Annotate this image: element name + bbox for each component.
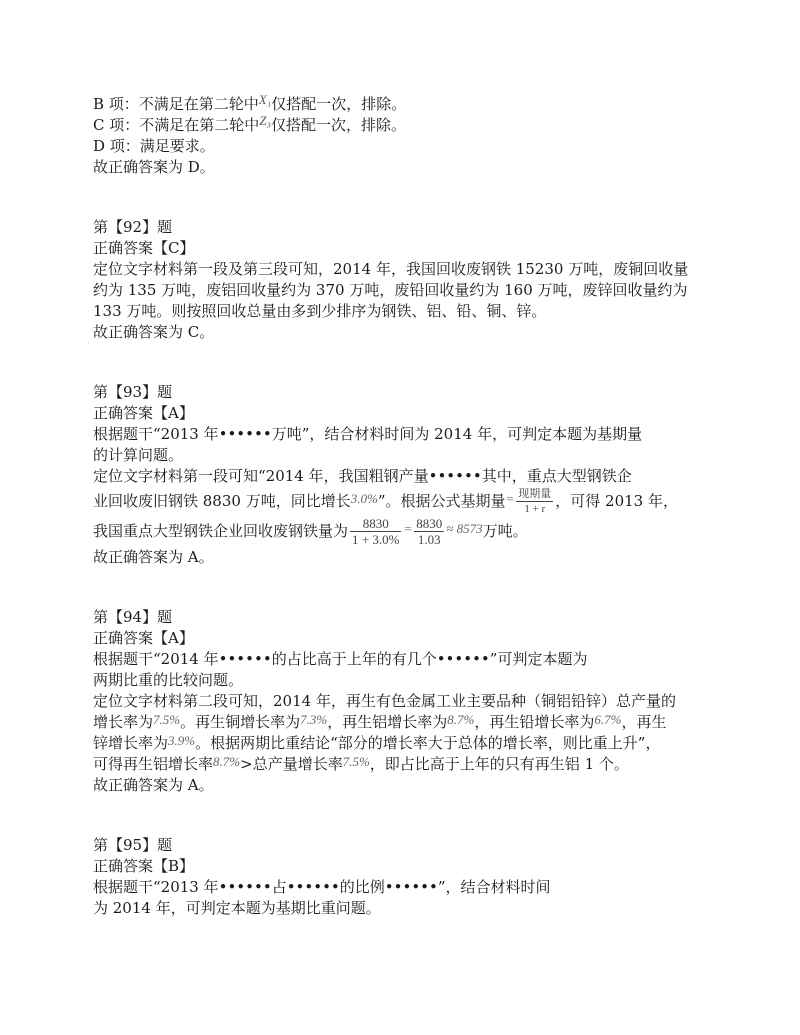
option-c-text: C 项：不满足在第二轮中 (93, 116, 260, 134)
text-span: 1.03 (417, 532, 441, 547)
text-span: 。再生铜增长率为 (180, 713, 301, 731)
q92-answer-label: 正确答案【C】 (93, 239, 195, 257)
q95-section (93, 835, 713, 919)
rate-lead: 6.7% (594, 712, 622, 727)
q92-answer-line: 故正确答案为 C。 (93, 323, 215, 341)
q95-answer-label: 正确答案【B】 (93, 857, 195, 875)
q93-text-line: 根据题干“2013 年••••••万吨”，结合材料时间为 2014 年，可判定本题为基期量 (93, 425, 643, 443)
text-span: ，再生铅增长率为 (474, 713, 595, 731)
rate-aluminum-compare: 8.7% (213, 754, 241, 769)
option-d-line: D 项：满足要求。 (93, 137, 215, 155)
fraction-8830-over-1-plus-rate (350, 517, 401, 547)
q94-text-line: 定位文字材料第二段可知，2014 年，再生有色金属工业主要品种（铜铝铅锌）总产量的 (93, 692, 676, 710)
q92-text-line: 定位文字材料第一段及第三段可知，2014 年，我国回收废钢铁 15230 万吨，废铜回收量 (93, 260, 689, 278)
q94-compare-line (93, 754, 713, 775)
text-span: 可得再生铝增长率 (93, 755, 214, 773)
text-span: 万吨。 (482, 522, 528, 540)
rate-zinc: 3.9% (168, 733, 196, 748)
greater-than-sign: > (240, 755, 253, 773)
q94-conclusion-line (93, 733, 713, 754)
text-span: ，可得 2013 年， (555, 492, 678, 510)
fraction-8830-over-1-03 (414, 517, 444, 547)
text-span: ，再生铝增长率为 (327, 713, 448, 731)
q92-section (93, 217, 713, 343)
text-span: 业回收废旧钢铁 8830 万吨，同比增长 (93, 492, 351, 510)
q92-title: 第【92】题 (93, 218, 173, 236)
rate-total: 7.5% (153, 712, 181, 727)
q93-title: 第【93】题 (93, 383, 173, 401)
q94-answer-label: 正确答案【A】 (93, 629, 194, 647)
option-b-line (93, 94, 713, 115)
q91-answer-line: 故正确答案为 D。 (93, 158, 215, 176)
rate-total-compare: 7.5% (342, 754, 370, 769)
document-page (93, 94, 713, 958)
q93-answer-label: 正确答案【A】 (93, 404, 194, 422)
equals-sign: = (403, 521, 413, 536)
var-x1: X₁ (258, 92, 272, 107)
q95-text-line: 根据题干“2013 年••••••占••••••的比例••••••”，结合材料时间 (93, 878, 551, 896)
q93-text-line: 的计算问题。 (93, 446, 184, 464)
text-span: 8830 (416, 516, 443, 531)
approx-result: ≈ 8573 (446, 521, 483, 536)
q94-answer-line: 故正确答案为 A。 (93, 776, 214, 794)
var-z3: Z₃ (259, 113, 271, 128)
q94-text-line: 两期比重的比较问题。 (93, 671, 244, 689)
option-c-line (93, 115, 713, 136)
text-span: 现期量 (518, 488, 552, 500)
q93-calculation-line (93, 517, 713, 547)
q93-section (93, 382, 713, 568)
option-c-text-end: 仅搭配一次，排除。 (271, 116, 407, 134)
q91-tail (93, 94, 713, 178)
text-span: 。根据两期比重结论“部分的增长率大于总体的增长率，则比重上升”， (195, 734, 661, 752)
option-b-text-end: 仅搭配一次，排除。 (271, 95, 407, 113)
q94-title: 第【94】题 (93, 608, 173, 626)
equals-sign: = (505, 491, 515, 506)
growth-rate-value: 3.0% (350, 491, 378, 506)
q92-text-line: 133 万吨。则按照回收总量由多到少排序为钢铁、铝、铅、铜、锌。 (93, 302, 547, 320)
text-span: 我国重点大型钢铁企业回收废钢铁量为 (93, 522, 349, 540)
q95-text-line: 为 2014 年，可判定本题为基期比重问题。 (93, 899, 381, 917)
q95-title: 第【95】题 (93, 836, 173, 854)
rate-copper: 7.3% (300, 712, 328, 727)
text-span: 锌增长率为 (93, 734, 169, 752)
q94-rates-line (93, 712, 713, 733)
base-period-formula (516, 487, 553, 517)
q93-answer-line: 故正确答案为 A。 (93, 548, 214, 566)
rate-aluminum: 8.7% (447, 712, 475, 727)
text-span: ”。根据公式基期量 (377, 492, 506, 510)
text-span: 总产量增长率 (252, 755, 343, 773)
text-span: 1 + 3.0% (352, 532, 400, 547)
text-span: ，即占比高于上年的只有再生铝 1 个。 (369, 755, 629, 773)
q93-text-line: 定位文字材料第一段可知“2014 年，我国粗钢产量••••••其中，重点大型钢铁企 (93, 467, 632, 485)
text-span: ，再生 (621, 713, 667, 731)
text-span: 增长率为 (93, 713, 154, 731)
q94-text-line: 根据题干“2014 年••••••的占比高于上年的有几个••••••”可判定本题为 (93, 650, 588, 668)
q92-text-line: 约为 135 万吨，废铝回收量约为 370 万吨，废铅回收量约为 160 万吨，废锌回收量约为 (93, 281, 688, 299)
text-span: 1 + r (524, 503, 546, 515)
q93-formula-line (93, 487, 713, 517)
option-b-text: B 项：不满足在第二轮中 (93, 95, 259, 113)
text-span: 8830 (350, 517, 401, 532)
q94-section (93, 607, 713, 796)
